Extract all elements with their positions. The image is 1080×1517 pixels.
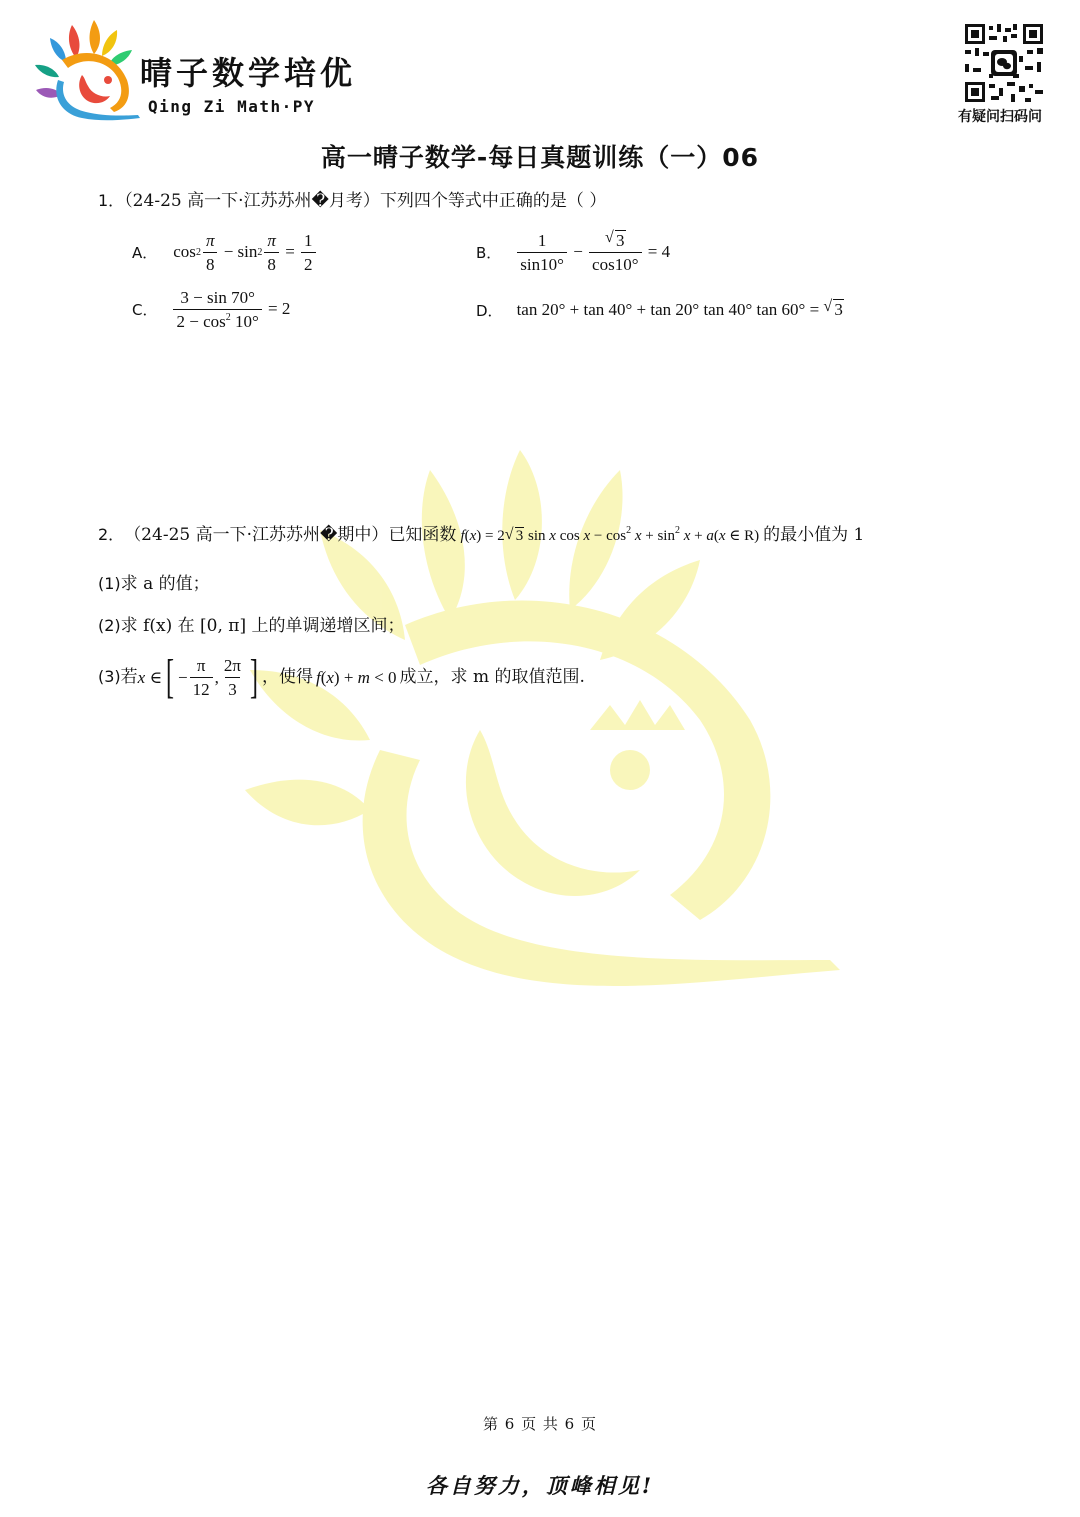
option-d-formula: tan 20° + tan 40° + tan 20° tan 40° tan 60° = √ 3: [517, 300, 844, 320]
brand-logo: [32, 20, 142, 124]
qr-code: [963, 22, 1045, 104]
qr-code-icon: [963, 22, 1045, 104]
page-number: 第 6 页 共 6 页: [483, 1415, 597, 1433]
brand-name-en: Qing Zi Math·PY: [148, 97, 315, 116]
option-c-label: C．: [132, 300, 158, 319]
question-2-interval: x ∈ [ − $\frac{\pi}{12}$ , $\frac{2\pi}{3}$ ]: [137, 650, 258, 703]
footer-motto: 各自努力，顶峰相见!: [425, 1473, 655, 1498]
option-d[interactable]: [476, 296, 844, 324]
question-2-part-3: (3) 若 x ∈ [ − $\frac{\pi}{12}$ , $\frac{2\pi}{3}$ ] ，使得 f(x) + m < 0 成立，求 m 的取值范围.: [98, 650, 585, 703]
question-2-stem-post: 的最小值为 1: [763, 524, 865, 545]
question-1-source: （24-25 高一下·江苏苏州�月考）: [124, 191, 380, 211]
sun-flower-icon: [32, 20, 142, 124]
question-2-number: 2．: [98, 525, 125, 544]
question-2-part-1: (1)求 a 的值；: [98, 574, 210, 594]
option-c-formula: $\frac{3 - \sin 70^\circ}{2 - \cos^2 10^\circ}$ = 2: [171, 289, 290, 330]
option-d-label: D．: [476, 301, 503, 320]
question-1-stem: 下列四个等式中正确的是（ ）: [379, 191, 607, 211]
question-2-source: （24-25 高一下·江苏苏州�期中）: [124, 524, 389, 545]
option-a-formula: cos 2 $\frac{\pi}{8}$ − sin 2 $\frac{\pi}{8}$ = $\frac{1}{2}$: [173, 232, 317, 273]
option-b-formula: $\frac{1}{\sin 10^\circ}$ − √ $\frac{3}{\cos 10^\circ}$ = 4: [515, 232, 670, 273]
option-c[interactable]: [132, 285, 290, 333]
question-2: [98, 526, 864, 544]
option-b[interactable]: [476, 228, 670, 276]
qr-caption: 有疑问扫码问: [958, 109, 1042, 125]
question-2-condition: f(x) + m < 0: [315, 667, 397, 687]
option-b-label: B．: [476, 243, 502, 262]
question-2-stem-pre: 已知函数: [388, 524, 457, 545]
option-a-label: A．: [132, 243, 158, 262]
page-title: 高一晴子数学-每日真题训练（一）06: [320, 143, 760, 172]
question-1: [98, 193, 606, 210]
brand-name-cn: 晴子数学培优: [140, 54, 357, 92]
question-1-number: 1．: [98, 191, 125, 210]
question-2-function: f(x) = 2√ 3 sin x $\cos x - \cos^2 x + \sin^2 x + a(x$ ∈ R): [460, 526, 759, 544]
option-a[interactable]: [132, 228, 318, 276]
question-2-part-2: (2)求 f(x) 在 [0, π] 上的单调递增区间；: [98, 616, 405, 636]
